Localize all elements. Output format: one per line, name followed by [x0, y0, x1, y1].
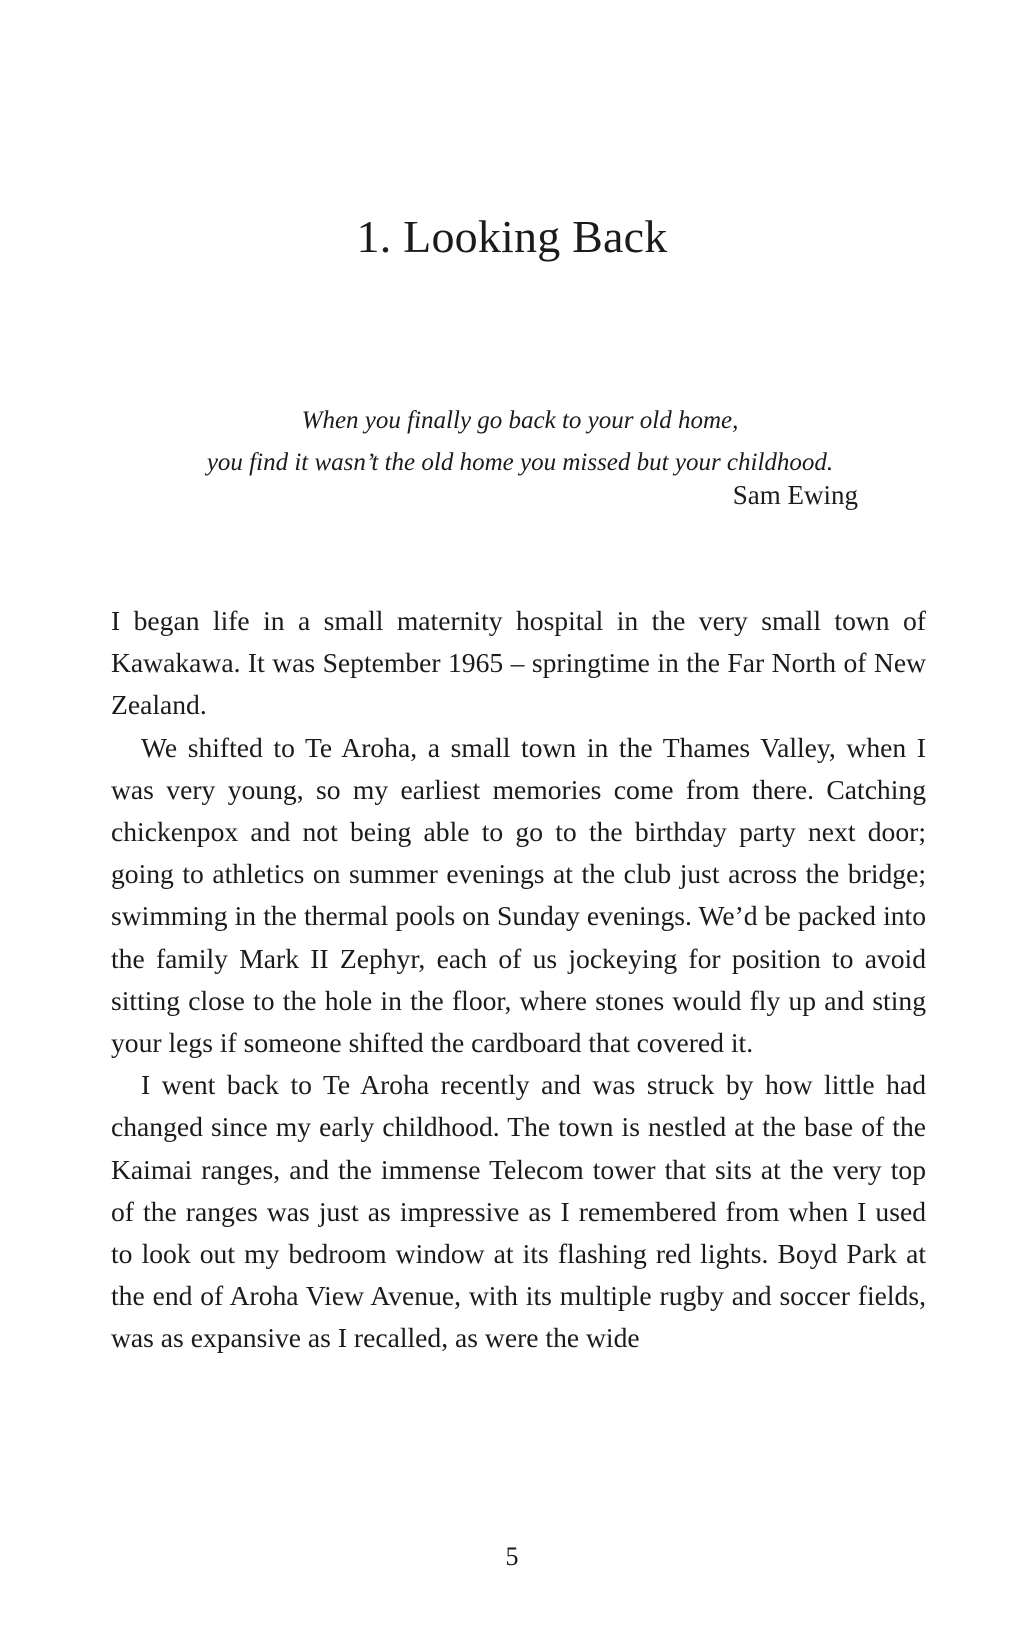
paragraph-3: I went back to Te Aroha recently and was struck by how little had changed since my early childhood. The town is nestled at the base of the Kaimai ranges, and the immense Telecom tower that sits at the very top of the ranges was just as impressive as I remembered from when I used to look out my bedroom window at its flashing red lights. Boyd Park at the end of Aroha View Avenue, with its multiple rugby and soccer fields, was as expansive as I recalled, as were the wide	[111, 1069, 926, 1354]
chapter-title: 1. Looking Back	[356, 211, 668, 262]
epigraph-line-2: you find it wasn’t the old home you missed but your childhood.	[206, 449, 834, 476]
body-text	[111, 600, 926, 1360]
paragraph-2: We shifted to Te Aroha, a small town in the Thames Valley, when I was very young, so my earliest memories come from there. Catching chickenpox and not being able to go to the birthday party next door; going to athletics on summer evenings at the club just across the bridge; swimming in the thermal pools on Sunday evenings. We’d be packed into the family Mark II Zephyr, each of us jockeying for position to avoid sitting close to the hole in the floor, where stones would fly up and sting your legs if someone shifted the cardboard that covered it.	[111, 731, 926, 1059]
epigraph-line-1: When you finally go back to your old home,	[301, 407, 739, 434]
epigraph	[180, 400, 860, 484]
epigraph-attribution: Sam Ewing	[732, 480, 858, 510]
paragraph-1: I began life in a small maternity hospital in the very small town of Kawakawa. It was September 1965 – springtime in the Far North of New Zealand.	[111, 605, 926, 721]
page-number: 5	[505, 1542, 519, 1571]
